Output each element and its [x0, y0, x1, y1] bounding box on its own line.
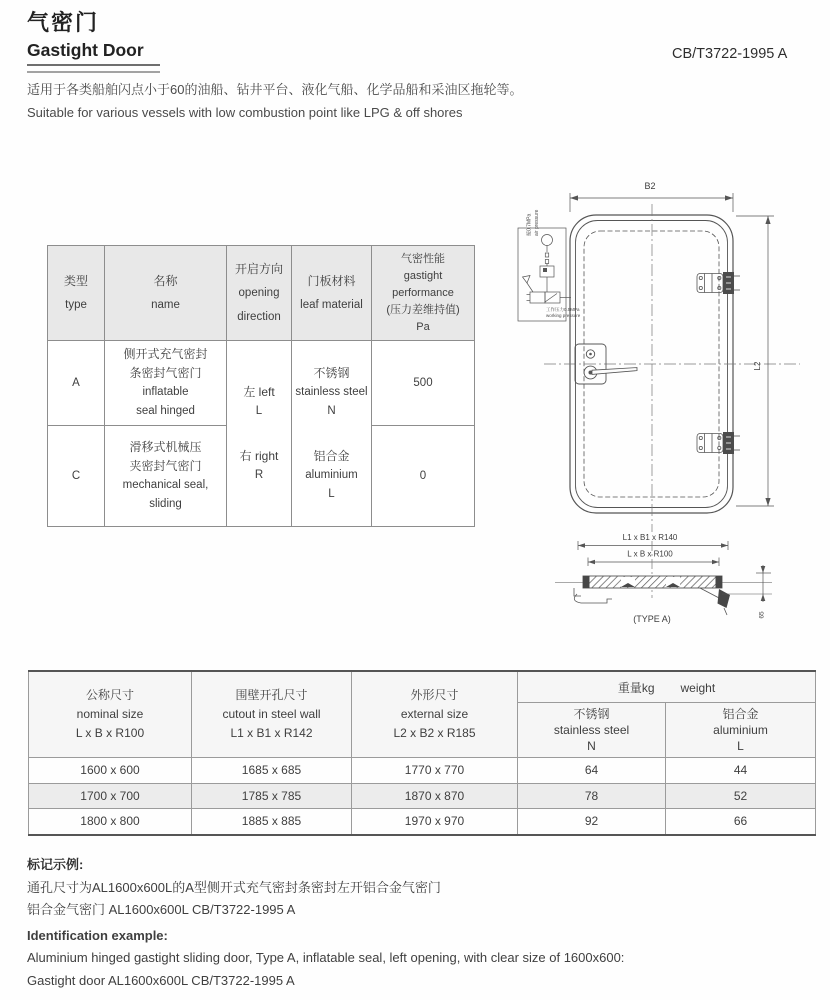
spec-header-direction [227, 246, 292, 341]
aluminium-code: L [737, 739, 744, 753]
nominal-en: nominal size [76, 707, 144, 721]
standard-code: CB/T3722-1995 A [672, 46, 788, 62]
example-line-cn2: 铝合金气密门 AL1600x600L CB/T3722-1995 A [27, 902, 296, 917]
identification-example [27, 854, 624, 992]
example-label-en: Identification example: [27, 927, 168, 943]
cell-steel-2: 92 [518, 809, 666, 835]
spec-header-perf-unit: Pa [416, 320, 430, 333]
clear-dim-label: L x B x R100 [627, 549, 673, 559]
intro-text [27, 78, 522, 124]
spec-header-direction-en1: opening [238, 287, 280, 299]
cell-nominal-0: 1600 x 600 [29, 758, 192, 784]
weight-label-en: weight [680, 680, 716, 695]
size-header-external [352, 671, 518, 758]
cell-aluminium-0: 44 [666, 758, 816, 784]
spec-header-perf-cn2: (压力差维持值) [386, 303, 460, 316]
external-cn: 外形尺寸 [410, 688, 459, 702]
size-header-weight [518, 671, 816, 703]
l2-dim-label: L2 [753, 361, 762, 371]
cell-aluminium-2: 66 [666, 809, 816, 835]
size-header-cutout [192, 671, 352, 758]
example-line-cn1: 通孔尺寸为AL1600x600L的A型侧开式充气密封条密封左开铝合金气密门 [27, 879, 441, 895]
spec-header-type-cn: 类型 [63, 274, 88, 288]
external-en: external size [400, 707, 469, 721]
working-pressure-label-en: working pressure [546, 313, 581, 318]
hinge-top-icon [697, 272, 740, 294]
type-a-label: (TYPE A) [633, 614, 671, 624]
spec-header-perf-en2: performance [392, 286, 454, 299]
spec-name-a-en2: seal hinged [136, 405, 195, 417]
spec-header-row [48, 246, 475, 341]
door-section-bar [583, 576, 722, 588]
spec-material-cell [292, 341, 372, 527]
direction-option-left [227, 383, 291, 421]
b2-dim-label: B2 [644, 181, 656, 191]
size-header-steel [518, 703, 666, 758]
material-alu-cn: 铝合金 [313, 448, 350, 463]
cutout-formula: L1 x B1 x R142 [230, 726, 313, 740]
page-title-cn: 气密门 [27, 10, 100, 35]
material-alu-en: aluminium [305, 468, 358, 481]
spec-name-c-cn2: 夹密封气密门 [129, 459, 202, 473]
spec-header-material [292, 246, 372, 341]
weight-label-cn: 重量kg [617, 680, 655, 695]
spec-name-c-cn1: 滑移式机械压 [129, 440, 202, 454]
material-steel-code: N [327, 404, 336, 417]
cutout-cn: 围壁开孔尺寸 [235, 688, 308, 702]
clear-dimension-line [588, 558, 719, 567]
size-header-row [29, 671, 816, 703]
air-pressure-label-en: air pressure [534, 209, 540, 236]
spec-type-a: A [48, 341, 105, 426]
steel-cn: 不锈钢 [573, 707, 610, 721]
cell-cutout-2: 1885 x 885 [192, 809, 352, 835]
spec-header-type-en: type [65, 299, 87, 311]
example-line-en1: Aluminium hinged gastight sliding door, Type A, inflatable seal, left opening, with clear size of 1600x600: [27, 950, 625, 965]
cell-external-2: 1970 x 970 [352, 809, 518, 835]
cell-cutout-1: 1785 x 785 [192, 783, 352, 809]
material-option-steel [292, 364, 371, 421]
table-row [29, 758, 816, 784]
cell-aluminium-1: 52 [666, 783, 816, 809]
page-title-en: Gastight Door [27, 40, 144, 60]
spec-table [47, 245, 475, 527]
steel-en: stainless steel [553, 723, 630, 737]
table-row [29, 783, 816, 809]
spec-performance-a: 500 [372, 341, 475, 426]
material-option-aluminium [292, 447, 371, 504]
spec-name-c-en2: sliding [149, 498, 182, 510]
steel-code: N [587, 739, 596, 753]
hinge-bottom-icon [697, 432, 740, 454]
material-steel-cn: 不锈钢 [313, 365, 350, 380]
title-underline [27, 64, 160, 73]
cell-steel-1: 78 [518, 783, 666, 809]
direction-left-label: 左 left [243, 384, 275, 399]
spec-name-c [105, 426, 227, 527]
cutout-en: cutout in steel wall [222, 707, 321, 721]
intro-line-en: Suitable for various vessels with low combustion point like LPG & off shores [27, 105, 463, 120]
depth-dimension [756, 565, 771, 602]
page-header [27, 6, 160, 73]
spec-header-material-en: leaf material [300, 299, 363, 311]
material-steel-en: stainless steel [295, 385, 368, 398]
cell-nominal-1: 1700 x 700 [29, 783, 192, 809]
example-label-cn: 标记示例: [27, 857, 84, 872]
spec-direction-cell [227, 341, 292, 527]
size-table [28, 670, 816, 836]
cell-nominal-2: 1800 x 800 [29, 809, 192, 835]
direction-right-code: R [254, 468, 264, 481]
cell-external-0: 1770 x 770 [352, 758, 518, 784]
spec-type-c: C [48, 426, 105, 527]
spec-header-name [105, 246, 227, 341]
cell-cutout-0: 1685 x 685 [192, 758, 352, 784]
table-row [29, 809, 816, 835]
spec-header-material-cn: 门板材料 [307, 274, 356, 288]
spec-header-perf-cn: 气密性能 [401, 252, 445, 265]
spec-header-perf-en1: gastight [403, 269, 443, 282]
direction-right-label: 右 right [239, 448, 279, 463]
direction-option-right [227, 447, 291, 485]
spec-header-direction-cn: 开启方向 [234, 262, 283, 276]
spec-header-type [48, 246, 105, 341]
spec-header-direction-en2: direction [237, 311, 281, 323]
air-pressure-label-cn: 接0.7MPa [526, 213, 533, 236]
spec-name-c-en1: mechanical seal, [122, 479, 209, 491]
cell-external-1: 1870 x 870 [352, 783, 518, 809]
spec-header-performance [372, 246, 475, 341]
material-alu-code: L [328, 487, 335, 500]
aluminium-en: aluminium [713, 723, 768, 737]
spec-name-a [105, 341, 227, 426]
cell-steel-0: 64 [518, 758, 666, 784]
spec-name-a-cn1: 侧开式充气密封 [123, 347, 208, 361]
spec-name-a-en1: inflatable [142, 386, 189, 398]
example-line-en2: Gastight door AL1600x600L CB/T3722-1995 A [27, 972, 295, 988]
spec-header-name-en: name [151, 299, 180, 311]
spec-header-name-cn: 名称 [153, 274, 178, 288]
depth-dim-label: 65 [758, 611, 766, 619]
door-technical-drawing [500, 170, 830, 660]
spec-name-a-cn2: 条密封气密门 [129, 366, 202, 380]
external-formula: L2 x B2 x R185 [393, 726, 476, 740]
spec-row-a [48, 341, 475, 426]
intro-line-cn: 适用于各类船舶闪点小于60的油船、钻井平台、液化气船、化学品船和采油区拖轮等。 [27, 82, 523, 97]
nominal-cn: 公称尺寸 [85, 688, 134, 702]
size-header-aluminium [666, 703, 816, 758]
size-header-nominal [29, 671, 192, 758]
b2-dimension [570, 193, 733, 212]
l2-dimension [736, 216, 774, 506]
aluminium-cn: 铝合金 [722, 707, 759, 721]
working-pressure-label-cn: 工作压力0.5MPa [546, 307, 580, 312]
direction-left-code: L [255, 404, 263, 417]
nominal-formula: L x B x R100 [75, 726, 145, 740]
cutout-dim-label: L1 x B1 x R140 [622, 533, 678, 542]
spec-performance-c: 0 [372, 426, 475, 527]
